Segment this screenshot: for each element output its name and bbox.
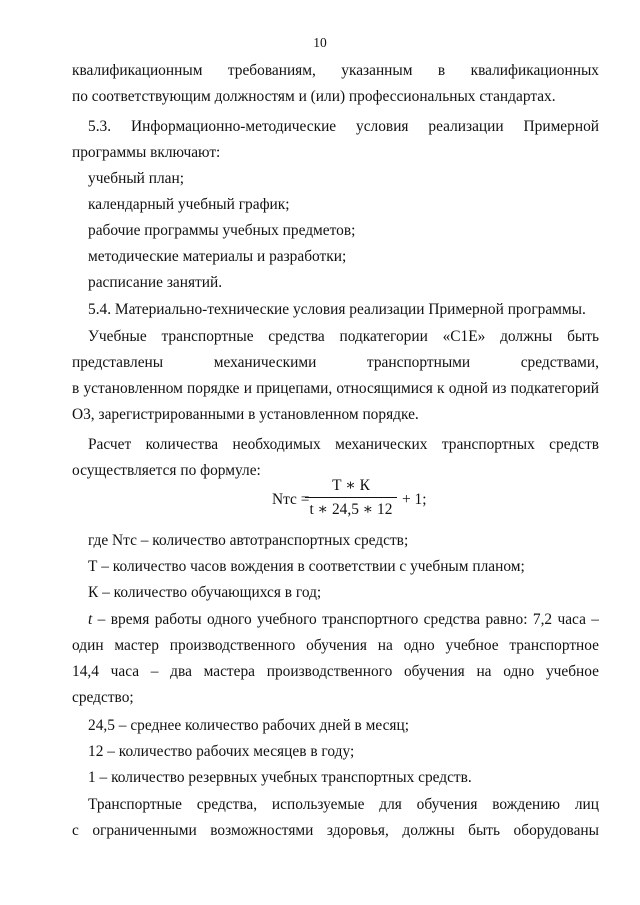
text-line: где Nтс – количество автотранспортных средств; (88, 532, 409, 549)
text-line: квалификационным требованиям, указанным в квалификационных (72, 62, 599, 79)
text-line: один мастер производственного обучения на одно учебное транспортное (72, 637, 599, 654)
text-line: 12 – количество рабочих месяцев в году; (88, 743, 355, 760)
text-line: 1 – количество резервных учебных транспортных средств. (88, 769, 472, 786)
formula-lhs: Nтс = (272, 491, 310, 508)
formula (0, 475, 640, 525)
formula-denominator: t ∗ 24,5 ∗ 12 (309, 501, 393, 518)
formula-fraction (305, 475, 397, 522)
text-line: Т – количество часов вождения в соответствии с учебным планом; (88, 558, 525, 575)
section-heading-5-3: 5.3. Информационно-методические условия реализации Примерной (88, 118, 599, 135)
text-line: программы включают: (72, 144, 221, 161)
formula-numerator: Т ∗ К (305, 475, 397, 498)
text-line-rest: – время работы одного учебного транспортного средства равно: 7,2 часа – (92, 611, 599, 628)
text-line: по соответствующим должностям и (или) профессиональных стандартах. (72, 88, 556, 105)
formula-rhs: + 1; (402, 491, 427, 508)
text-line: Расчет количества необходимых механических транспортных средств (88, 436, 599, 453)
list-item: методические материалы и разработки; (88, 248, 347, 265)
text-line (88, 607, 599, 633)
text-line: К – количество обучающихся в год; (88, 584, 322, 601)
list-item: расписание занятий. (88, 274, 223, 291)
text-line: 24,5 – среднее количество рабочих дней в месяц; (88, 717, 410, 734)
list-item: календарный учебный график; (88, 196, 290, 213)
text-line: средство; (72, 689, 134, 706)
section-heading-5-4: 5.4. Материально-технические условия реализации Примерной программы. (88, 301, 586, 318)
variable-t: t (88, 611, 93, 628)
text-line: представлены механическими транспортными средствами, (72, 354, 599, 371)
text-line: 14,4 часа – два мастера производственного обучения на одно учебное (72, 663, 599, 680)
text-line: Транспортные средства, используемые для обучения вождению лиц (88, 796, 599, 813)
text-line: Учебные транспортные средства подкатегории «С1Е» должны быть (88, 328, 599, 345)
list-item: рабочие программы учебных предметов; (88, 222, 356, 239)
list-item: учебный план; (88, 170, 185, 187)
text-line: О3, зарегистрированными в установленном порядке. (72, 406, 419, 423)
text-line: в установленном порядке и прицепами, относящимися к одной из подкатегорий (72, 380, 599, 397)
text-line: осуществляется по формуле: (72, 462, 261, 479)
page-number: 10 (313, 35, 327, 50)
text-line: с ограниченными возможностями здоровья, должны быть оборудованы (72, 822, 599, 839)
